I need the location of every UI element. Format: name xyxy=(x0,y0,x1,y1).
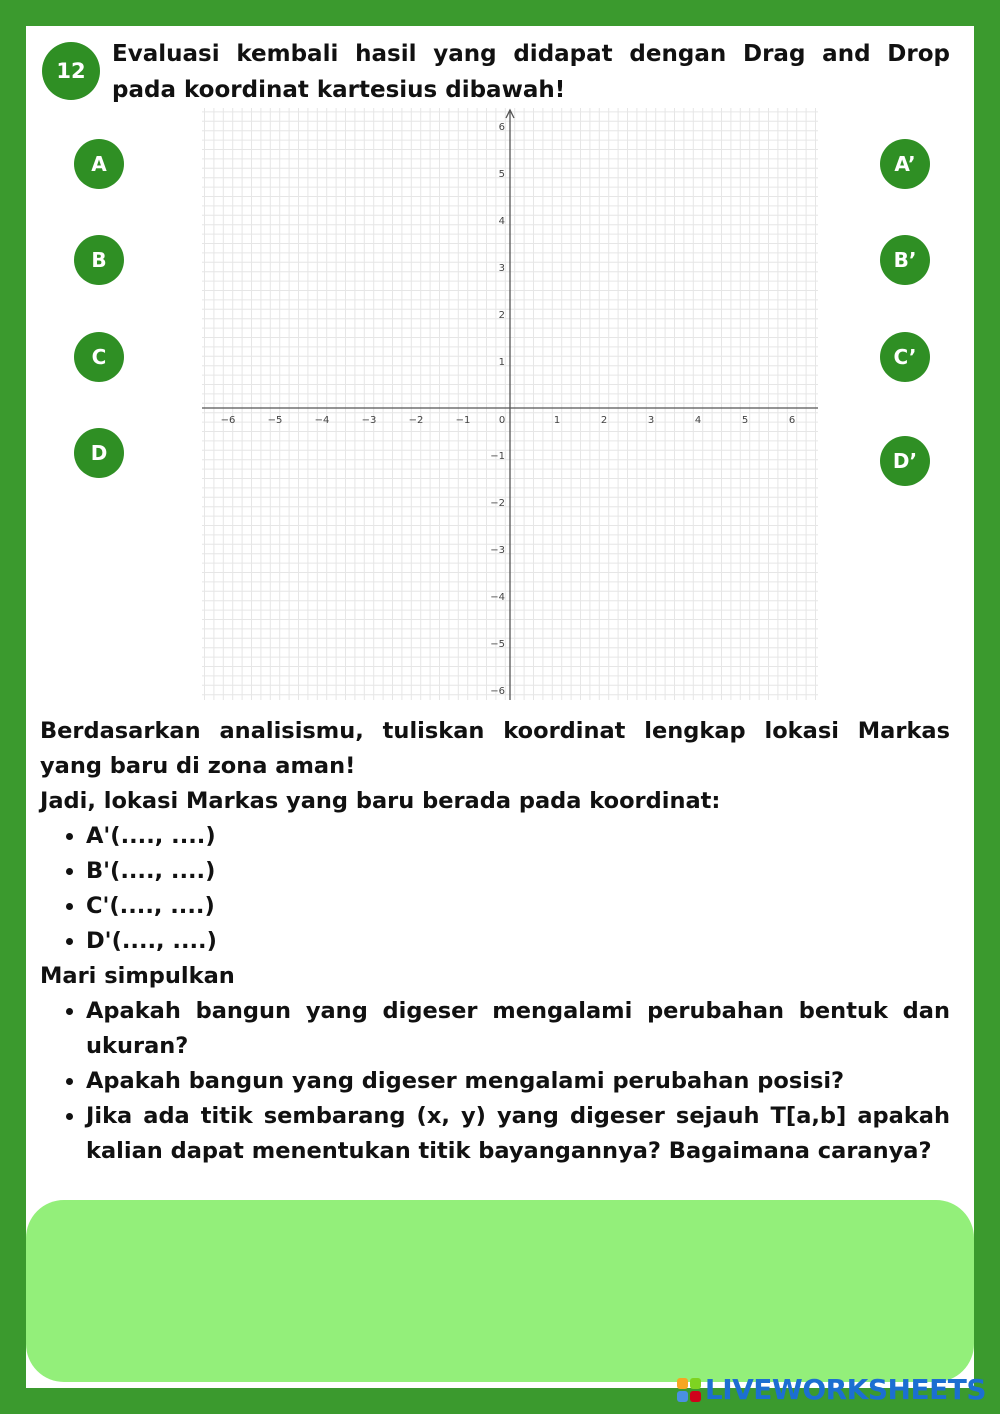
x-tick-label: 0 xyxy=(498,415,506,426)
drag-label-a[interactable]: A xyxy=(74,139,124,189)
cartesian-grid[interactable] xyxy=(202,108,818,700)
y-tick-label: 2 xyxy=(498,310,505,321)
y-tick-label: 5 xyxy=(498,169,505,180)
y-tick-label: 4 xyxy=(498,216,505,227)
drag-label-b-prime[interactable]: B’ xyxy=(880,235,930,285)
coordinate-list xyxy=(40,819,950,959)
coordinate-item-c[interactable]: • C'(...., ....) xyxy=(86,889,950,924)
coordinate-item-b[interactable]: • B'(...., ....) xyxy=(86,854,950,889)
drag-label-b[interactable]: B xyxy=(74,235,124,285)
coordinates-intro: Jadi, lokasi Markas yang baru berada pada koordinat: xyxy=(40,788,721,814)
x-tick-label: 3 xyxy=(647,415,655,426)
x-tick-label: −1 xyxy=(455,415,471,426)
question-heading: Evaluasi kembali hasil yang didapat dengan Drag and Drop pada koordinat kartesius dibawah! xyxy=(112,41,950,103)
drag-label-a-prime[interactable]: A’ xyxy=(880,139,930,189)
drag-label-c-prime[interactable]: C’ xyxy=(880,332,930,382)
x-tick-label: 2 xyxy=(600,415,608,426)
x-tick-label: −3 xyxy=(361,415,377,426)
y-tick-label: 6 xyxy=(498,122,505,133)
y-tick-label: −4 xyxy=(490,592,505,603)
liveworksheets-logo-icon xyxy=(677,1378,701,1402)
x-tick-label: −5 xyxy=(267,415,283,426)
x-tick-label: −2 xyxy=(408,415,424,426)
y-tick-label: −1 xyxy=(490,451,505,462)
y-tick-label: 1 xyxy=(498,357,505,368)
x-tick-label: 1 xyxy=(553,415,561,426)
answer-text-box[interactable] xyxy=(26,1200,974,1382)
y-tick-label: −3 xyxy=(490,545,505,556)
x-tick-label: 5 xyxy=(741,415,749,426)
coordinate-item-d[interactable]: • D'(...., ....) xyxy=(86,924,950,959)
x-tick-label: −4 xyxy=(314,415,330,426)
logo-text: LIVEWORKSHEETS xyxy=(704,1373,986,1406)
x-tick-label: −6 xyxy=(220,415,236,426)
x-tick-label: 6 xyxy=(788,415,796,426)
instructions-block xyxy=(40,714,950,1169)
y-tick-label: −2 xyxy=(490,498,505,509)
y-tick-label: −6 xyxy=(490,686,505,697)
x-tick-label: 4 xyxy=(694,415,702,426)
y-tick-label: 3 xyxy=(498,263,505,274)
y-tick-label: −5 xyxy=(490,639,505,650)
question-number-badge: 12 xyxy=(42,42,100,100)
drag-label-c[interactable]: C xyxy=(74,332,124,382)
conclusion-title: Mari simpulkan xyxy=(40,963,235,989)
conclusion-item: • Jika ada titik sembarang (x, y) yang digeser sejauh T[a,b] apakah kalian dapat menentukan titik bayangannya? Bagaimana caranya? xyxy=(86,1099,950,1169)
liveworksheets-logo xyxy=(677,1373,986,1406)
conclusion-item: • Apakah bangun yang digeser mengalami perubahan bentuk dan ukuran? xyxy=(86,994,950,1064)
instruction-text: Berdasarkan analisismu, tuliskan koordinat lengkap lokasi Markas yang baru di zona aman! xyxy=(40,718,950,779)
drag-label-d-prime[interactable]: D’ xyxy=(880,436,930,486)
worksheet-page xyxy=(26,26,974,1388)
conclusion-item: • Apakah bangun yang digeser mengalami perubahan posisi? xyxy=(86,1064,950,1099)
coordinate-item-a[interactable]: • A'(...., ....) xyxy=(86,819,950,854)
conclusion-list xyxy=(40,994,950,1169)
drag-label-d[interactable]: D xyxy=(74,428,124,478)
